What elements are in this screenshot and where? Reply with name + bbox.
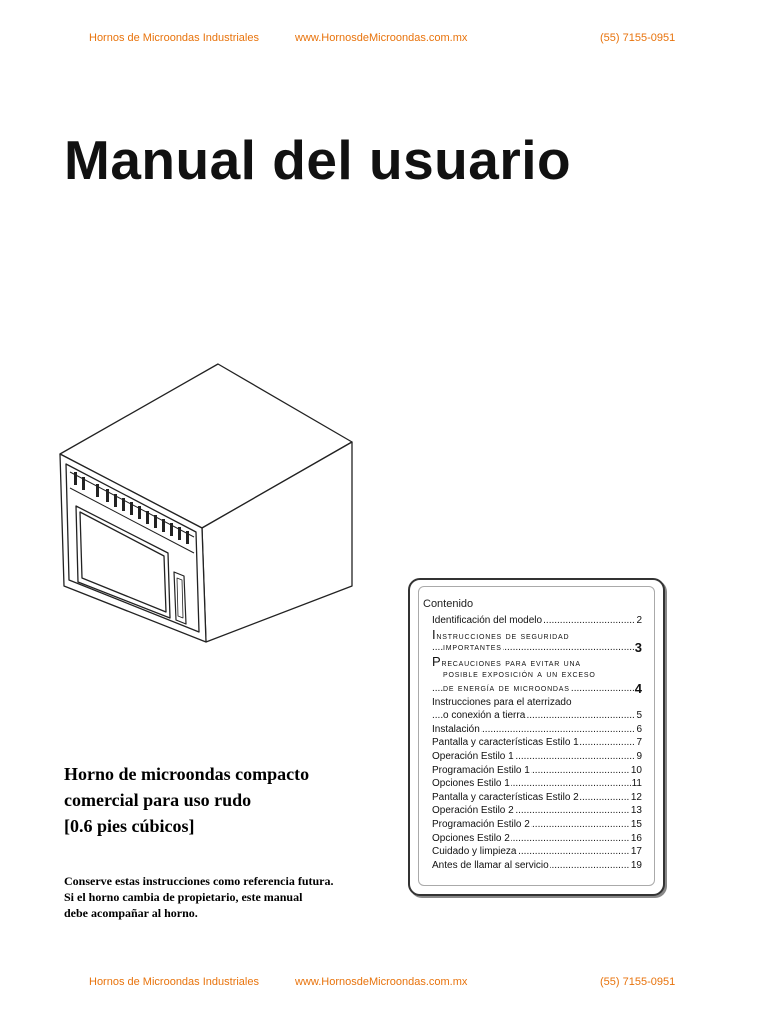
table-of-contents <box>408 578 665 896</box>
note-line-2: Si el horno cambia de propietario, este manual <box>64 890 303 904</box>
toc-row-label: Instrucciones para el aterrizado <box>432 696 572 708</box>
toc-row[interactable] <box>432 832 642 846</box>
keep-instructions-note <box>64 873 394 921</box>
toc-row-label: Cuidado y limpieza <box>432 846 517 858</box>
toc-row-page: 15 <box>630 818 642 830</box>
toc-row-label: Identificación del modelo <box>432 615 543 626</box>
toc-row-page: 9 <box>636 750 642 762</box>
toc-row-label: de energía de microondas <box>443 682 570 694</box>
toc-row-page: 5 <box>636 710 642 722</box>
toc-row-label: Opciones Estilo 1 <box>432 778 510 790</box>
subtitle-line-3: [0.6 pies cúbicos] <box>64 816 195 836</box>
toc-row[interactable] <box>432 750 642 764</box>
toc-row[interactable] <box>432 723 642 737</box>
footer-phone: (55) 7155-0951 <box>600 976 676 988</box>
header-website[interactable]: www.HornosdeMicroondas.com.mx <box>295 32 468 44</box>
toc-row-page: 16 <box>630 832 642 844</box>
toc-row-page: 4 <box>634 681 642 696</box>
toc-row[interactable] <box>432 696 642 710</box>
toc-row-page: 11 <box>631 778 642 790</box>
toc-row-label: Instrucciones de seguridad <box>432 627 570 642</box>
toc-row-label: Pantalla y características Estilo 1 <box>432 737 579 749</box>
toc-row-label: Operación Estilo 2 <box>432 805 514 817</box>
toc-row[interactable] <box>432 845 642 859</box>
toc-row-page: 6 <box>636 723 642 735</box>
toc-row-label: Programación Estilo 1 <box>432 764 530 776</box>
toc-row[interactable] <box>432 791 642 805</box>
toc-row-page: 19 <box>630 859 642 871</box>
toc-row-label: Antes de llamar al servicio <box>432 859 549 871</box>
toc-row[interactable] <box>432 709 642 723</box>
note-line-3: debe acompañar al horno. <box>64 906 198 920</box>
subtitle-line-2: comercial para uso rudo <box>64 790 252 810</box>
toc-row-label: Pantalla y características Estilo 2 <box>432 791 579 803</box>
toc-row-page: 2 <box>636 615 642 626</box>
subtitle-line-1: Horno de microondas compacto <box>64 764 310 784</box>
toc-row[interactable] <box>432 804 642 818</box>
page-title: Manual del usuario <box>64 129 572 191</box>
toc-row[interactable] <box>432 628 642 642</box>
toc-row[interactable] <box>432 641 642 655</box>
toc-list <box>432 614 642 872</box>
toc-row[interactable] <box>432 764 642 778</box>
toc-row[interactable] <box>432 668 642 682</box>
toc-row[interactable] <box>432 736 642 750</box>
page-footer <box>0 976 768 996</box>
page-header <box>0 32 768 52</box>
toc-row[interactable] <box>432 655 642 669</box>
toc-row-label: Programación Estilo 2 <box>432 818 530 830</box>
toc-row-label: Instalación <box>432 723 480 735</box>
toc-row-page: 12 <box>630 791 642 803</box>
note-line-1: Conserve estas instrucciones como referencia futura. <box>64 874 334 888</box>
toc-row[interactable] <box>432 614 642 628</box>
header-company: Hornos de Microondas Industriales <box>89 32 259 44</box>
toc-row-label: Precauciones para evitar una <box>432 654 581 669</box>
toc-row-label: importantes <box>443 642 502 654</box>
toc-row-page: 7 <box>636 737 642 749</box>
product-subtitle <box>64 761 394 839</box>
header-phone: (55) 7155-0951 <box>600 32 676 44</box>
toc-row-page: 17 <box>630 846 642 858</box>
toc-row-page: 3 <box>634 641 642 655</box>
toc-row-label: Operación Estilo 1 <box>432 750 514 762</box>
toc-row-label: Opciones Estilo 2 <box>432 832 510 844</box>
toc-row[interactable] <box>432 777 642 791</box>
toc-row[interactable] <box>432 682 642 696</box>
toc-row-page: 13 <box>630 805 642 817</box>
toc-row[interactable] <box>432 818 642 832</box>
toc-row-page: 10 <box>630 764 642 776</box>
toc-row-label: posible exposición a un exceso <box>443 669 596 681</box>
toc-row-label: o conexión a tierra <box>443 710 526 722</box>
toc-row[interactable] <box>432 859 642 873</box>
toc-heading: Contenido <box>423 598 474 610</box>
footer-company: Hornos de Microondas Industriales <box>89 976 259 988</box>
footer-website[interactable]: www.HornosdeMicroondas.com.mx <box>295 976 468 988</box>
microwave-oven-illustration <box>56 360 356 650</box>
